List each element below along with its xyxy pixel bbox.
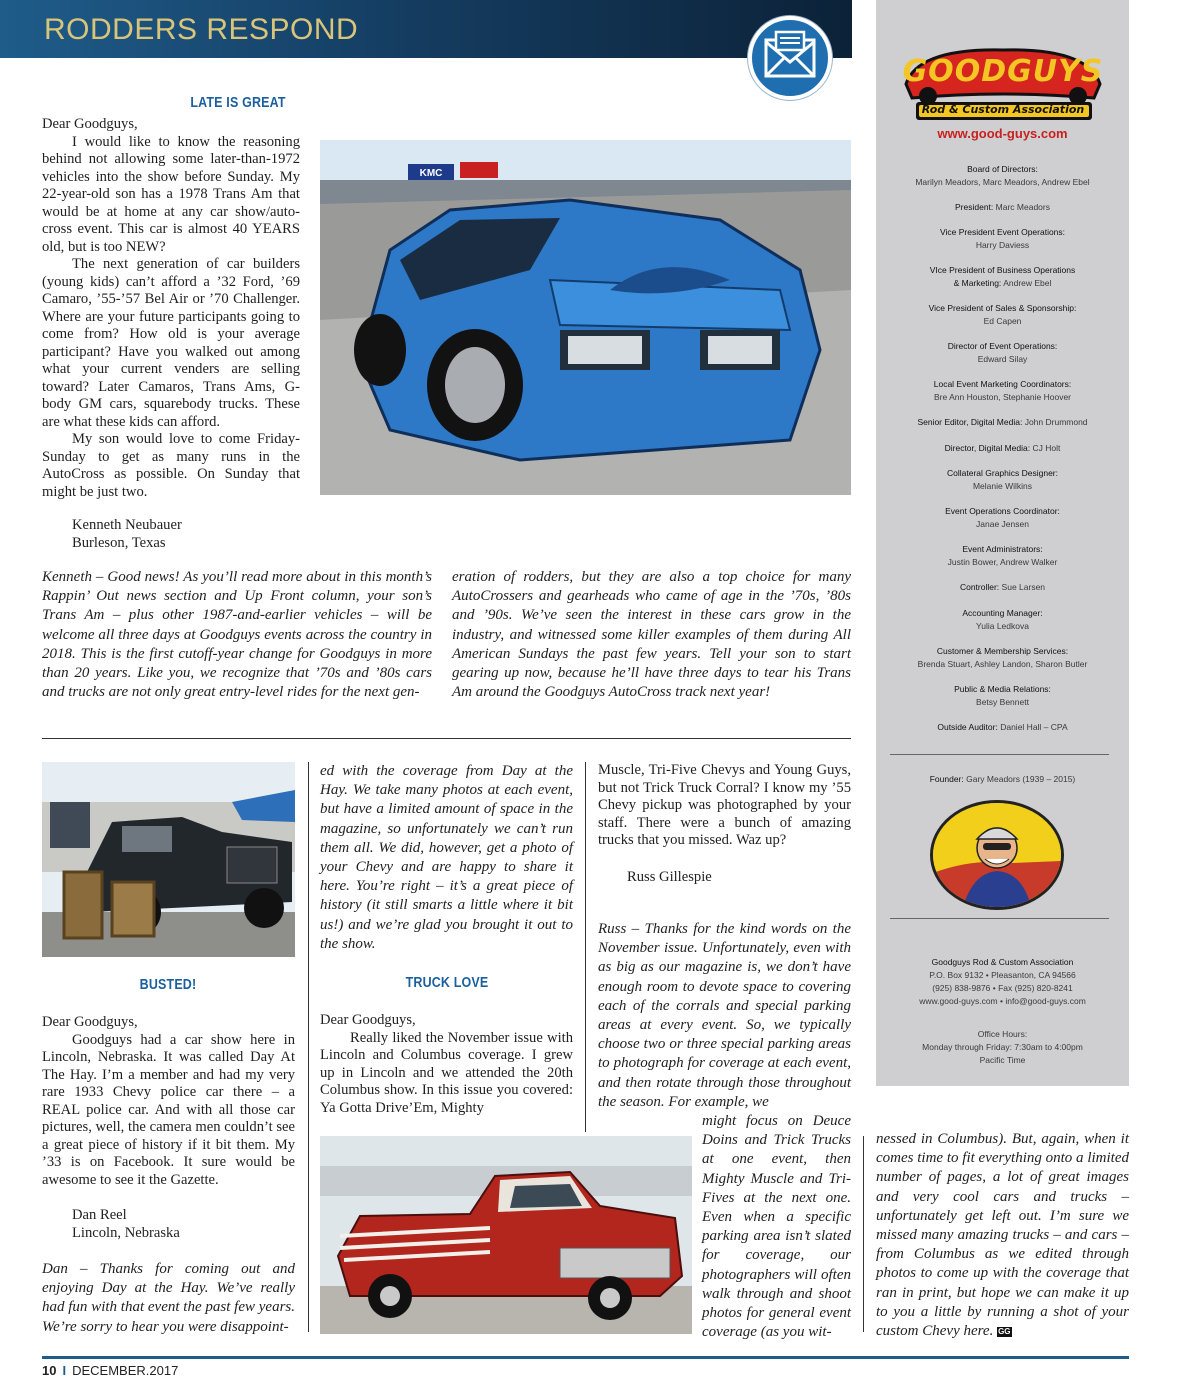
editor-reply-continued: eration of rodders, but they are also a top choice for many AutoCrossers and gearheads who came of age in the ’70s, ’80s and ’90s. We’ve seen the interest in these cars grow in the industry, and witnessed some killer examples of them during All American Sundays the past few years. Tell your son to start gearing up now, because he’ll have three days to tear his Trans Am around the Goodguys AutoCross track next year!: [452, 569, 851, 701]
police-car-photo: [42, 762, 295, 957]
staff-entry: [876, 607, 1129, 633]
staff-role: VIce President of Business Operations: [929, 265, 1076, 275]
goodguys-logo: [898, 44, 1108, 126]
staff-entry: [876, 201, 1129, 214]
footer-rule: [42, 1356, 1129, 1359]
end-mark-icon: GG: [998, 1326, 1011, 1336]
staff-entry: [876, 442, 1129, 455]
staff-names: Bre Ann Houston, Stephanie Hoover: [933, 392, 1072, 402]
founder-caricature: [930, 800, 1064, 910]
envelope-icon: [748, 16, 832, 100]
page-section-title: RODDERS RESPOND: [44, 13, 359, 46]
staff-entry: [876, 302, 1129, 328]
staff-names: Daniel Hall – CPA: [1000, 722, 1068, 732]
staff-role: Collateral Graphics Designer:: [946, 468, 1059, 478]
staff-role: Board of Directors:: [967, 164, 1038, 174]
editor-reply-continued: might focus on Deuce Doins and Trick Trucks at one event, then Mighty Muscle and Tri-Fives at the next one. Even when a specific parking area isn’t slated for coverage, our photographers will often walk through and shoot photos for general event coverage (as you wit-: [702, 1113, 851, 1341]
sidebar-divider: [890, 754, 1109, 755]
editor-reply-continued: ed with the coverage from Day at the Hay. We take many photos at each event, but have a limited amount of space in the magazine, so unfortunately we can’t run them all. We did, however, get a photo of your Chevy and are happy to share it here. You’re right – it’s a great piece of history (it still smarts a little where it bit us!) and we’re glad you brought it out to the show.: [320, 763, 573, 952]
editor-reply-continued: nessed in Columbus). But, again, when it comes time to fit everything onto a limited number of pages, a lot of great images and very cool cars and trucks – unfortunately get left out. I’m sure we missed many amazing trucks – and cars – from Columbus as we edited through photos to come up with the coverage that ran in print, but hope we can make it up to you a little by running a shot of your custom Chevy here. GG: [876, 1131, 1129, 1340]
staff-names: Brenda Stuart, Ashley Landon, Sharon Butler: [917, 659, 1088, 669]
office-hours: Office Hours: Monday through Friday: 7:30am to 4:00pm Pacific Time: [922, 1029, 1083, 1065]
column-rule: [585, 762, 586, 1132]
letter-body: Dear Goodguys, Really liked the November issue with Lincoln and Columbus coverage. I grew up in Lincoln and we attended the 20th Columbus show. In this issue you covered: Ya Gotta Drive’Em, Mighty: [320, 1012, 573, 1116]
staff-role: Director of Event Operations:: [947, 341, 1058, 351]
staff-entry: [876, 683, 1129, 709]
staff-names: CJ Holt: [1032, 443, 1061, 453]
staff-role: Customer & Membership Services:: [936, 646, 1069, 656]
staff-role: Director, Digital Media:: [944, 443, 1031, 453]
letter-body: Dear Goodguys, I would like to know the reasoning behind not allowing some later-than-1972 vehicles into the show before Sunday. My 22-year-old son has a 1978 Trans Am that would be at home at any car show/auto-cross event. This car is almost 40 YEARS old, but is too NEW? The next generation of car builders (young kids) can’t afford a ’32 Ford, ’69 Camaro, ’55-’57 Bel Air or ’70 Challenger. Where are your future participants going to come from? How old is your average participant? Have you walked out among what your current venders are selling toward? Later Camaros, Trans Ams, G-body GM cars, squarebody trucks. These are what these kids can afford. My son would love to come Friday-Sunday to get as many runs in the AutoCross as possible. On Sunday that might be just two.: [42, 116, 300, 500]
staff-entry: [876, 163, 1129, 189]
staff-entry: [876, 581, 1129, 594]
editor-reply: Dan – Thanks for coming out and enjoying Day at the Hay. We’ve really had fun with that event the past few years. We’re sorry to hear you were disappoint-: [42, 1261, 295, 1335]
trans-am-photo: [320, 140, 851, 495]
sidebar-divider: [890, 918, 1109, 919]
letter-signature: Kenneth Neubauer Burleson, Texas: [72, 517, 182, 551]
staff-names: Melanie Wilkins: [972, 481, 1033, 491]
staff-entry: [876, 467, 1129, 493]
footer-separator: I: [62, 1363, 67, 1378]
staff-names: John Drummond: [1024, 417, 1088, 427]
letter-heading: BUSTED!: [139, 977, 197, 993]
letter-body: Dear Goodguys, Goodguys had a car show here in Lincoln, Nebraska. It was called Day At The Hay. I’m a member and had my very rare 1933 Chevy police car there – a REAL police car. And with all those car pictures, well, the camera men couldn’t see a great piece of history if it bit them. My ’33 is on Facebook. It sure would be awesome to see it the Gazette.: [42, 1014, 295, 1188]
staff-entry: [876, 226, 1129, 252]
website-link[interactable]: www.good-guys.com: [937, 126, 1068, 141]
staff-entry: [876, 416, 1129, 429]
section-divider: [42, 738, 851, 739]
letter-heading: LATE IS GREAT: [190, 95, 286, 111]
contact-block: Goodguys Rod & Custom Association P.O. Box 9132 • Pleasanton, CA 94566 (925) 838-9876 • Fax (925) 820-8241 www.good-guys.com • info@good-guys.com: [919, 957, 1086, 1006]
editor-reply: Russ – Thanks for the kind words on the November issue. Unfortunately, even with as big as our magazine is, we don’t have enough room to devote space to covering each of the corrals and special parking areas at every event. So, we typically choose two or three special parking areas to photograph for coverage at each event, and then rotate through those throughout the season. For example, we: [598, 921, 851, 1110]
staff-role: Public & Media Relations:: [954, 684, 1051, 694]
staff-role: Vice President of Sales & Sponsorship:: [928, 303, 1077, 313]
staff-entry: [876, 505, 1129, 531]
page-footer: [42, 1363, 178, 1378]
letter-signature: Russ Gillespie: [627, 869, 712, 885]
staff-names: Marc Meadors: [995, 202, 1050, 212]
page-number: 10: [42, 1363, 57, 1378]
letter-signature: Dan Reel Lincoln, Nebraska: [72, 1207, 180, 1241]
staff-role: Vice President Event Operations:: [939, 227, 1066, 237]
staff-names: Marilyn Meadors, Marc Meadors, Andrew Ebel: [915, 177, 1090, 187]
staff-entry: [876, 264, 1129, 290]
staff-role: Event Administrators:: [962, 544, 1043, 554]
logo-subtext: Rod & Custom Association: [921, 103, 1085, 116]
column-rule: [308, 762, 309, 1332]
issue-date: DECEMBER.2017: [72, 1363, 179, 1378]
staff-entry: [876, 645, 1129, 671]
staff-role: President:: [955, 202, 994, 212]
staff-entry: [876, 543, 1129, 569]
staff-names: Sue Larsen: [1001, 582, 1046, 592]
staff-entry: [876, 721, 1129, 734]
staff-names: Edward Silay: [977, 354, 1028, 364]
staff-role: Local Event Marketing Coordinators:: [933, 379, 1072, 389]
staff-names: Ed Capen: [983, 316, 1022, 326]
staff-names: Betsy Bennett: [976, 697, 1029, 707]
letter-heading: TRUCK LOVE: [405, 975, 489, 991]
chevy-pickup-photo: [320, 1136, 692, 1334]
staff-role: Outside Auditor:: [937, 722, 998, 732]
staff-names: Harry Daviess: [975, 240, 1030, 250]
staff-entry: [876, 340, 1129, 366]
staff-role: Controller:: [959, 582, 1000, 592]
masthead-sidebar: [876, 0, 1129, 1086]
staff-names: Yulia Ledkova: [976, 621, 1029, 631]
staff-role: Senior Editor, Digital Media:: [917, 417, 1023, 427]
staff-entry: [876, 378, 1129, 404]
staff-names: Janae Jensen: [976, 519, 1029, 529]
column-rule: [863, 1136, 864, 1332]
logo-wordmark: GOODGUYS: [902, 54, 1104, 89]
track-sign-text: KMC: [419, 168, 443, 179]
staff-role: Event Operations Coordinator:: [945, 506, 1060, 516]
founder-line: Founder: Gary Meadors (1939 – 2015): [929, 774, 1076, 784]
editor-reply: Kenneth – Good news! As you’ll read more about in this month’s Rappin’ Out news section and Up Front column, your son’s Trans Am – plus other 1987-and-earlier vehicles – will be welcome all three days at Goodguys events across the country in 2018. This is the first cutoff-year change for Goodguys in more than 20 years. Like you, we recognize that ’70s and ’80s cars and trucks are not only great entry-level rides for the next gen-: [42, 569, 432, 701]
staff-names: Andrew Ebel: [1003, 278, 1052, 288]
letter-body-continued: Muscle, Tri-Five Chevys and Young Guys, but not Trick Truck Corral? I know my ’55 Chevy pickup was photographed by your staff. There were a bunch of amazing trucks that you missed. Waz up?: [598, 762, 851, 848]
staff-role: Accounting Manager:: [962, 608, 1043, 618]
staff-names: Justin Bower, Andrew Walker: [947, 557, 1058, 567]
staff-role: & Marketing:: [953, 278, 1002, 288]
